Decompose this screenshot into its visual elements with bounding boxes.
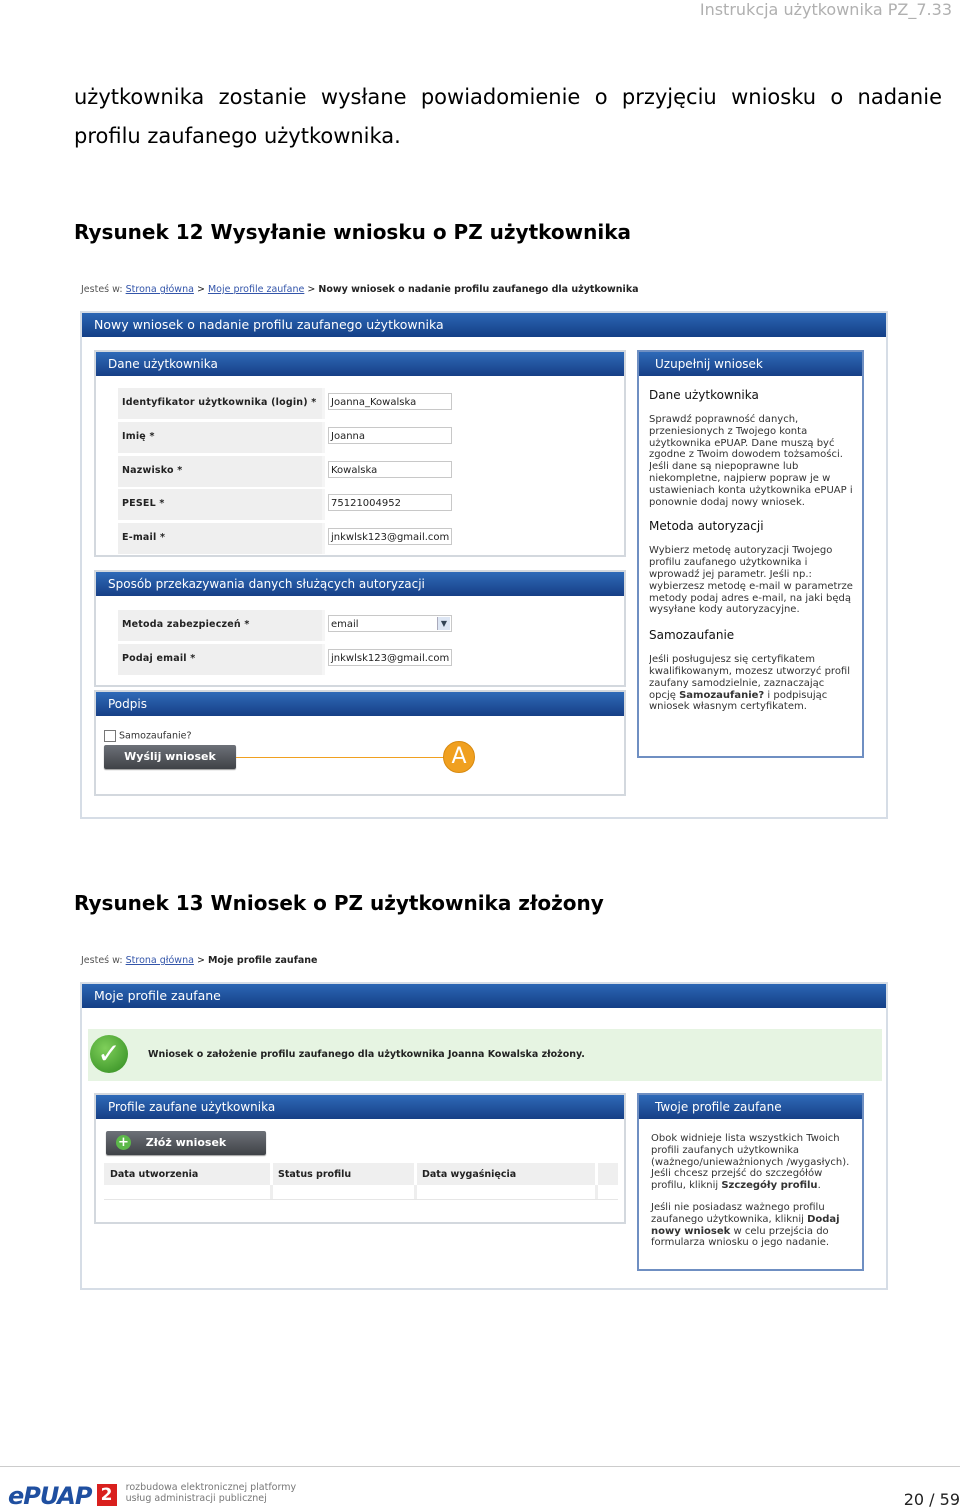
security-method-label: Metoda zabezpieczeń * <box>122 619 250 630</box>
pesel-field[interactable]: 75121004952 <box>328 494 452 511</box>
column-header-created: Data utworzenia <box>110 1169 199 1180</box>
figure13-caption: Rysunek 13 Wniosek o PZ użytkownika złożony <box>74 891 604 915</box>
logo-text: ePUAP <box>8 1482 92 1510</box>
intro-line-1: użytkownika zostanie wysłane powiadomienie o przyjęciu wniosku o nadanie <box>74 85 942 109</box>
pesel-label: PESEL * <box>122 498 165 509</box>
self-trust-checkbox[interactable] <box>104 730 116 742</box>
email-label: E-mail * <box>122 532 166 543</box>
profiles-table-header <box>104 1163 618 1185</box>
field-row-auth-email <box>118 644 454 675</box>
breadcrumb-current: Moje profile zaufane <box>207 955 318 966</box>
email-field[interactable]: jnkwlsk123@gmail.com <box>328 528 452 545</box>
column-header-expiry: Data wygaśnięcia <box>422 1169 517 1180</box>
field-row-first-name <box>118 422 454 453</box>
login-label: Identyfikator użytkownika (login) * <box>122 397 317 408</box>
signature-panel <box>94 690 626 796</box>
submit-application-button[interactable] <box>106 1131 266 1155</box>
auth-email-label: Podaj email * <box>122 653 196 664</box>
field-row-login <box>118 388 454 419</box>
column-header-status: Status profilu <box>278 1169 352 1180</box>
help-text-auth-method: Wybierz metodę autoryzacji Twojego profilu zaufanego użytkownika i wprowadź jej parametr. Jeśli np.: wybierzesz metodę e-mail w parametrze metody podaj adres e-mail, na jaki będą wysyłane kody autoryzacyjne. <box>649 545 853 616</box>
self-trust-label: Samozaufanie? <box>119 730 192 742</box>
breadcrumb-separator: > <box>307 284 316 295</box>
intro-line-2: profilu zaufanego użytkownika. <box>74 124 401 148</box>
page-title: Moje profile zaufane <box>82 984 886 1008</box>
help-heading-self-trust: Samozaufanie <box>649 628 735 643</box>
help-title: Uzupełnij wniosek <box>639 352 862 376</box>
breadcrumb-separator: > <box>196 284 205 295</box>
help-text-list: Obok widnieje lista wszystkich Twoich profili zaufanych użytkownika (ważnego/unieważnionych /wygasłych). Jeśli chcesz przejść do szczegółów profilu, kliknij Szczegóły profilu. <box>651 1133 850 1192</box>
auth-method-title: Sposób przekazywania danych służących autoryzacji <box>96 572 624 596</box>
help-panel <box>637 1093 864 1271</box>
help-content <box>649 388 853 754</box>
last-name-label: Nazwisko * <box>122 465 183 476</box>
login-field[interactable]: Joanna_Kowalska <box>328 393 452 410</box>
document-header: Instrukcja użytkownika PZ_7.33 <box>699 0 952 19</box>
last-name-field[interactable]: Kowalska <box>328 461 452 478</box>
user-data-panel <box>94 350 626 557</box>
logo-number: 2 <box>97 1484 117 1506</box>
security-method-select[interactable] <box>328 615 452 632</box>
help-text-self-trust: Jeśli posługujesz się certyfikatem kwalifikowanym, mozesz utworzyć profil zaufany samodzielnie, zaznaczając opcję Samozaufanie? i podpisując wniosek własnym certyfikatem. <box>649 654 851 713</box>
breadcrumb-label: Jesteś w: <box>81 955 123 966</box>
checkmark-icon: ✓ <box>90 1035 128 1073</box>
field-row-security-method <box>118 610 454 641</box>
breadcrumb-label: Jesteś w: <box>81 284 123 295</box>
epuap-logo <box>8 1482 296 1508</box>
security-method-value: email <box>331 619 359 630</box>
first-name-label: Imię * <box>122 431 155 442</box>
marker-a: A <box>443 741 475 773</box>
table-row <box>104 1185 618 1200</box>
plus-icon: + <box>116 1135 131 1150</box>
help-heading-user-data: Dane użytkownika <box>649 388 759 402</box>
my-profiles-window <box>80 982 888 1290</box>
help-text-add: Jeśli nie posiadasz ważnego profilu zaufanego użytkownika, kliknij Dodaj nowy wniosek w celu przejścia do formularza wniosku o jego nadanie. <box>651 1201 840 1249</box>
breadcrumb-current: Nowy wniosek o nadanie profilu zaufanego dla użytkownika <box>318 284 639 295</box>
breadcrumb-home-link[interactable]: Strona główna <box>125 955 194 966</box>
user-profiles-title: Profile zaufane użytkownika <box>96 1095 624 1119</box>
breadcrumb <box>81 955 317 966</box>
breadcrumb-separator: > <box>196 955 205 966</box>
breadcrumb-profiles-link[interactable]: Moje profile zaufane <box>207 284 305 295</box>
help-text-user-data: Sprawdź poprawność danych, przeniesionych z Twojego konta użytkownika ePUAP. Dane muszą być zgodne z Twoim dowodem tożsamości. Jeśli dane są niepoprawne lub niekompletne, najpierw popraw je w ustawieniach konta użytkownika ePUAP i ponownie dodaj nowy wniosek. <box>649 414 853 508</box>
first-name-field[interactable]: Joanna <box>328 427 452 444</box>
footer-divider <box>0 1466 960 1467</box>
help-panel <box>637 350 864 758</box>
auth-email-field[interactable]: jnkwlsk123@gmail.com <box>328 649 452 666</box>
user-profiles-panel <box>94 1093 626 1224</box>
signature-title: Podpis <box>96 692 624 716</box>
field-row-pesel <box>118 489 454 520</box>
success-text: Wniosek o założenie profilu zaufanego dla użytkownika Joanna Kowalska złożony. <box>148 1049 585 1060</box>
new-application-window <box>80 311 888 819</box>
success-message <box>88 1029 882 1081</box>
help-heading-auth-method: Metoda autoryzacji <box>649 519 764 534</box>
help-title: Twoje profile zaufane <box>639 1095 862 1119</box>
page-number: 20 / 59 <box>903 1490 960 1509</box>
page-title: Nowy wniosek o nadanie profilu zaufanego użytkownika <box>82 313 886 337</box>
figure12-caption: Rysunek 12 Wysyłanie wniosku o PZ użytkownika <box>74 220 632 244</box>
marker-line <box>236 757 444 758</box>
breadcrumb-home-link[interactable]: Strona główna <box>125 284 194 295</box>
submit-application-label: Złóż wniosek <box>145 1136 227 1149</box>
help-content <box>651 1133 853 1249</box>
send-application-button[interactable]: Wyślij wniosek <box>104 745 236 769</box>
field-row-email <box>118 523 454 554</box>
chevron-down-icon[interactable]: ▼ <box>437 617 450 630</box>
field-row-last-name <box>118 456 454 487</box>
intro-paragraph <box>74 78 942 156</box>
breadcrumb <box>81 284 639 295</box>
auth-method-panel <box>94 570 626 687</box>
logo-tagline: rozbudowa elektronicznej platformy usług administracji publicznej <box>125 1482 297 1504</box>
self-trust-option <box>104 730 192 742</box>
user-data-title: Dane użytkownika <box>96 352 624 376</box>
